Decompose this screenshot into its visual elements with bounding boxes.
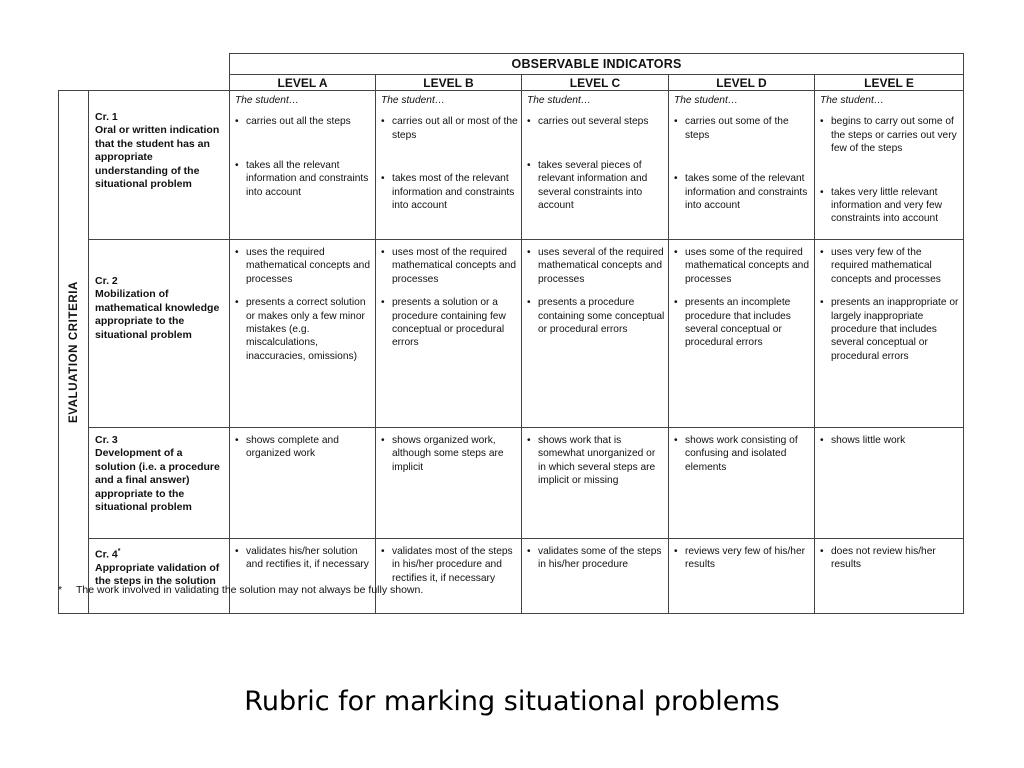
bullet-dot-icon: • — [820, 186, 824, 198]
level-cell — [376, 91, 522, 240]
bullet-dot-icon: • — [381, 173, 385, 185]
evaluation-criteria-column — [59, 91, 89, 614]
bullet-dot-icon: • — [674, 297, 678, 309]
indicator-bullet — [235, 115, 372, 128]
bullet-dot-icon: • — [820, 297, 824, 309]
bullet-gap — [527, 129, 665, 159]
evaluation-criteria-label: EVALUATION CRITERIA — [67, 281, 80, 423]
indicator-text: validates most of the steps in his/her procedure and rectifies it, if necessary — [392, 546, 513, 584]
bullet-dot-icon: • — [381, 116, 385, 128]
indicator-text: uses some of the required mathematical concepts and processes — [685, 247, 810, 285]
criterion-row — [59, 539, 964, 614]
indicator-bullet — [674, 172, 811, 212]
indicator-text: uses the required mathematical concepts and processes — [246, 247, 371, 285]
indicator-text: presents an incomplete procedure that includes several conceptual or procedural errors — [685, 297, 791, 349]
footnote-text: The work involved in validating the solution may not always be fully shown. — [76, 584, 424, 596]
indicator-text: presents a procedure containing some conceptual or procedural errors — [538, 297, 665, 336]
indicator-bullet — [235, 434, 372, 461]
bullet-dot-icon: • — [381, 247, 385, 258]
bullet-gap — [674, 142, 811, 172]
bullet-dot-icon: • — [527, 116, 531, 128]
indicator-text: uses several of the required mathematical concepts and processes — [538, 247, 664, 285]
indicator-bullet — [381, 115, 518, 142]
indicator-bullet — [381, 246, 518, 286]
rubric-table-container — [58, 53, 963, 614]
bullet-gap — [235, 129, 372, 159]
criterion-title: Oral or written indication that the student has an appropriate understanding of the situational problem — [95, 124, 220, 191]
level-cell — [230, 91, 376, 240]
criterion-id — [95, 434, 225, 447]
criterion-cell — [89, 91, 230, 240]
level-cell — [376, 539, 522, 614]
indicator-bullet — [235, 246, 372, 286]
level-cell — [522, 539, 669, 614]
bullet-gap — [381, 286, 518, 296]
bullet-dot-icon: • — [674, 435, 678, 446]
criterion-id-text: Cr. 2 — [95, 275, 118, 287]
indicator-text: shows work consisting of confusing and isolated elements — [685, 435, 798, 473]
indicator-bullet — [674, 115, 811, 142]
bullet-dot-icon: • — [381, 546, 385, 557]
indicator-text: presents an inappropriate or largely inappropriate procedure that includes several conceptual or procedural errors — [831, 297, 959, 362]
indicator-bullet — [527, 115, 665, 128]
indicator-bullet — [820, 434, 960, 447]
criterion-id-text: Cr. 1 — [95, 111, 118, 123]
indicator-bullet — [235, 545, 372, 572]
footnote — [58, 584, 423, 596]
indicator-text: reviews very few of his/her results — [685, 546, 806, 571]
bullet-dot-icon: • — [820, 435, 824, 446]
criterion-title: Development of a solution (i.e. a procedure and a final answer) appropriate to the situational problem — [95, 447, 220, 514]
the-student-label: The student… — [820, 95, 884, 106]
indicator-text: takes most of the relevant information and constraints into account — [392, 173, 515, 212]
level-cell — [376, 428, 522, 539]
indicator-text: shows complete and organized work — [246, 435, 339, 460]
bullet-dot-icon: • — [235, 116, 239, 128]
indicator-bullet — [674, 296, 811, 350]
level-cell — [669, 91, 815, 240]
level-cell — [522, 428, 669, 539]
level-cell — [669, 428, 815, 539]
criterion-cell — [89, 240, 230, 428]
bullet-dot-icon: • — [674, 173, 678, 185]
level-e-header: LEVEL E — [815, 75, 964, 91]
indicator-text: uses most of the required mathematical concepts and processes — [392, 247, 517, 285]
level-cell — [230, 240, 376, 428]
indicator-bullet — [674, 434, 811, 474]
bullet-gap — [674, 286, 811, 296]
bullet-dot-icon: • — [235, 297, 239, 309]
criterion-row — [59, 91, 964, 240]
indicator-text: shows organized work, although some steps are implicit — [392, 435, 504, 473]
indicator-text: presents a correct solution or makes only a few minor mistakes (e.g. miscalculations, inaccuracies, omissions) — [246, 297, 366, 362]
rubric-table — [58, 53, 964, 614]
indicator-text: carries out some of the steps — [685, 116, 789, 141]
indicator-bullet — [381, 172, 518, 212]
bullet-gap — [235, 286, 372, 296]
level-cell — [815, 91, 964, 240]
indicator-text: carries out all the steps — [246, 116, 351, 128]
indicator-text: carries out all or most of the steps — [392, 116, 518, 141]
bullet-dot-icon: • — [235, 546, 239, 557]
indicator-text: takes several pieces of relevant information and several constraints into account — [538, 159, 648, 212]
indicator-bullet — [820, 246, 960, 286]
bullet-dot-icon: • — [527, 546, 531, 557]
criterion-row — [59, 240, 964, 428]
criterion-id — [95, 111, 225, 124]
criterion-title: Appropriate validation of the steps in the solution — [95, 561, 220, 588]
level-cell — [815, 539, 964, 614]
indicator-bullet — [674, 545, 811, 572]
level-b-header: LEVEL B — [376, 75, 522, 91]
level-c-header: LEVEL C — [522, 75, 669, 91]
criterion-id — [95, 275, 225, 288]
the-student-label: The student… — [527, 95, 591, 106]
indicator-bullet — [381, 296, 518, 350]
criterion-footnote-mark: * — [117, 548, 121, 555]
indicator-bullet — [527, 434, 665, 488]
level-cell — [230, 539, 376, 614]
indicator-text: takes all the relevant information and constraints into account — [246, 159, 369, 198]
bullet-dot-icon: • — [381, 297, 385, 309]
bullet-dot-icon: • — [527, 247, 531, 258]
bullet-gap — [381, 142, 518, 172]
indicator-bullet — [235, 159, 372, 199]
bullet-dot-icon: • — [235, 435, 239, 446]
blank-corner — [59, 54, 230, 91]
indicator-bullet — [381, 434, 518, 474]
indicator-text: begins to carry out some of the steps or carries out very few of the steps — [831, 116, 957, 155]
rubric-body — [59, 91, 964, 614]
bullet-dot-icon: • — [235, 247, 239, 258]
indicator-bullet — [235, 296, 372, 363]
indicator-text: validates his/her solution and rectifies it, if necessary — [246, 546, 369, 571]
bullet-gap — [527, 286, 665, 296]
level-d-header: LEVEL D — [669, 75, 815, 91]
criterion-id-text: Cr. 3 — [95, 434, 118, 446]
the-student-label: The student… — [674, 95, 738, 106]
bullet-dot-icon: • — [235, 159, 239, 171]
level-cell — [669, 240, 815, 428]
indicator-bullet — [527, 545, 665, 572]
bullet-dot-icon: • — [820, 546, 824, 557]
indicator-text: takes some of the relevant information and constraints into account — [685, 173, 808, 212]
bullet-gap — [820, 156, 960, 186]
bullet-dot-icon: • — [674, 546, 678, 557]
bullet-dot-icon: • — [820, 247, 824, 258]
level-cell — [815, 240, 964, 428]
indicator-bullet — [527, 246, 665, 286]
indicator-bullet — [820, 115, 960, 155]
bullet-dot-icon: • — [527, 297, 531, 309]
bullet-dot-icon: • — [674, 116, 678, 128]
level-cell — [376, 240, 522, 428]
criterion-row — [59, 428, 964, 539]
indicator-bullet — [820, 186, 960, 226]
indicator-text: uses very few of the required mathematical concepts and processes — [831, 247, 941, 285]
indicator-bullet — [381, 545, 518, 585]
indicator-text: shows work that is somewhat unorganized or in which several steps are implicit or missing — [538, 435, 656, 487]
indicator-text: validates some of the steps in his/her procedure — [538, 546, 662, 571]
criterion-id-text: Cr. 4 — [95, 548, 118, 561]
indicator-text: shows little work — [831, 435, 906, 446]
indicator-bullet — [527, 159, 665, 213]
level-cell — [669, 539, 815, 614]
level-cell — [522, 240, 669, 428]
indicator-bullet — [820, 545, 960, 572]
bullet-dot-icon: • — [381, 435, 385, 446]
criterion-title: Mobilization of mathematical knowledge appropriate to the situational problem — [95, 288, 220, 341]
criterion-cell — [89, 539, 230, 614]
bullet-dot-icon: • — [527, 159, 531, 171]
observable-indicators-header: OBSERVABLE INDICATORS — [230, 54, 964, 75]
bullet-gap — [820, 286, 960, 296]
bullet-dot-icon: • — [674, 247, 678, 258]
indicator-bullet — [674, 246, 811, 286]
indicator-text: carries out several steps — [538, 116, 649, 128]
criterion-cell — [89, 428, 230, 539]
level-cell — [522, 91, 669, 240]
slide-title: Rubric for marking situational problems — [244, 686, 780, 717]
footnote-star: * — [58, 584, 63, 596]
level-cell — [230, 428, 376, 539]
indicator-bullet — [527, 296, 665, 336]
level-a-header: LEVEL A — [230, 75, 376, 91]
bullet-dot-icon: • — [820, 116, 824, 128]
indicator-text: takes very little relevant information and very few constraints into account — [831, 186, 942, 225]
level-cell — [815, 428, 964, 539]
criterion-id — [95, 545, 225, 562]
indicator-text: does not review his/her results — [831, 546, 936, 571]
the-student-label: The student… — [235, 95, 299, 106]
the-student-label: The student… — [381, 95, 445, 106]
indicator-bullet — [820, 296, 960, 363]
indicator-text: presents a solution or a procedure containing few conceptual or procedural errors — [392, 297, 506, 349]
bullet-dot-icon: • — [527, 435, 531, 446]
